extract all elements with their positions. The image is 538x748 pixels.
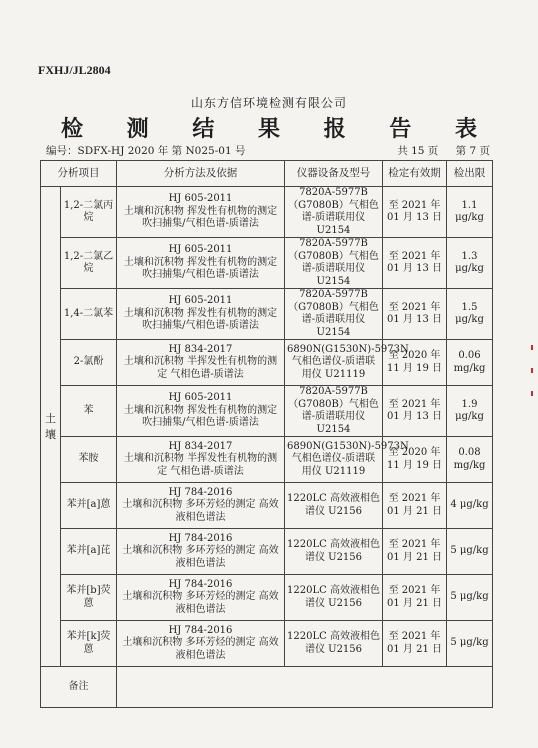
limit-cell: 0.08 mg/kg [447,437,493,483]
company-name: 山东方信环境检测有限公司 [190,96,347,110]
limit-cell: 5 μg/kg [447,529,493,575]
method-cell [117,529,285,575]
item-cell: 苯并[b]荧蒽 [61,575,117,621]
validity-cell: 至 2021 年 01 月 21 日 [383,575,447,621]
table-row [41,238,493,289]
remarks-value [117,667,493,708]
item-cell: 苯并[a]蒽 [61,483,117,529]
item-cell: 苯并[a]芘 [61,529,117,575]
instrument-cell: 7820A-5977B（G7080B）气相色谱-质谱联用仪 U2154 [285,238,383,289]
limit-cell: 4 μg/kg [447,483,493,529]
limit-cell: 1.1 μg/kg [447,187,493,238]
table-header-row [41,161,493,187]
category-soil: 土壤 [41,187,61,667]
results-table [40,160,493,708]
method-description: 土壤和沉积物 挥发性有机物的测定 吹扫捕集/气相色谱-质谱法 [123,256,278,281]
instrument-cell: 7820A-5977B（G7080B）气相色谱-质谱联用仪 U2154 [285,289,383,340]
margin-marks [531,345,534,414]
instrument-cell: 1220LC 高效液相色谱仪 U2156 [285,575,383,621]
table-row [41,529,493,575]
header-instrument: 仪器设备及型号 [285,161,383,187]
method-standard: HJ 784-2016 [168,486,233,498]
method-cell [117,289,285,340]
validity-cell: 至 2021 年 01 月 13 日 [383,289,447,340]
validity-cell: 至 2021 年 01 月 13 日 [383,386,447,437]
report-meta [46,143,490,158]
instrument-cell: 1220LC 高效液相色谱仪 U2156 [285,483,383,529]
limit-cell: 1.3 μg/kg [447,238,493,289]
item-cell: 2-氯酚 [61,340,117,386]
header-validity: 检定有效期 [383,161,447,187]
method-standard: HJ 605-2011 [168,392,233,404]
table-row [41,289,493,340]
page-info [383,143,490,158]
instrument-cell: 7820A-5977B（G7080B）气相色谱-质谱联用仪 U2154 [285,386,383,437]
table-row [41,437,493,483]
limit-cell: 1.9 μg/kg [447,386,493,437]
validity-cell: 至 2021 年 01 月 21 日 [383,529,447,575]
method-standard: HJ 784-2016 [168,532,233,544]
method-standard: HJ 605-2011 [168,193,233,205]
validity-cell: 至 2021 年 01 月 21 日 [383,621,447,667]
validity-cell: 至 2021 年 01 月 13 日 [383,238,447,289]
item-cell: 1,2-二氯丙烷 [61,187,117,238]
limit-cell: 5 μg/kg [447,575,493,621]
limit-cell: 0.06 mg/kg [447,340,493,386]
item-cell: 1,2-二氯乙烷 [61,238,117,289]
page-number: 第 7 页 [455,145,490,157]
method-description: 土壤和沉积物 多环芳烃的测定 高效液相色谱法 [122,591,279,615]
instrument-cell: 6890N(G1530N)-5973N 气相色谱仪-质谱联用仪 U21119 [285,437,383,483]
method-standard: HJ 605-2011 [168,244,233,256]
serial-number: 编号：SDFX-HJ 2020 年 第 N025-01 号 [46,145,246,157]
limit-cell: 1.5 μg/kg [447,289,493,340]
method-description: 土壤和沉积物 多环芳烃的测定 高效液相色谱法 [122,545,279,569]
item-cell: 苯胺 [61,437,117,483]
remarks-row [41,667,493,708]
header-item: 分析项目 [41,161,117,187]
instrument-cell: 1220LC 高效液相色谱仪 U2156 [285,529,383,575]
item-cell: 苯并[k]荧蒽 [61,621,117,667]
remarks-label: 备注 [41,667,117,708]
instrument-cell: 1220LC 高效液相色谱仪 U2156 [285,621,383,667]
item-cell: 1,4-二氯苯 [61,289,117,340]
method-standard: HJ 784-2016 [168,578,233,590]
validity-cell: 至 2020 年 11 月 19 日 [383,340,447,386]
validity-cell: 至 2021 年 01 月 21 日 [383,483,447,529]
table-row [41,340,493,386]
table-row [41,386,493,437]
method-description: 土壤和沉积物 半挥发性有机物的测定 气相色谱-质谱法 [123,453,278,477]
validity-cell: 至 2021 年 01 月 13 日 [383,187,447,238]
method-standard: HJ 834-2017 [168,440,233,452]
method-cell [117,621,285,667]
method-cell [117,340,285,386]
method-description: 土壤和沉积物 多环芳烃的测定 高效液相色谱法 [122,637,279,661]
item-cell: 苯 [61,386,117,437]
total-pages: 共 15 页 [397,145,439,157]
report-title: 检 测 结 果 报 告 表 [61,116,495,142]
document-code: FXHJ/JL2804 [38,63,111,77]
header-limit: 检出限 [447,161,493,187]
method-description: 土壤和沉积物 挥发性有机物的测定 吹扫捕集/气相色谱-质谱法 [123,307,278,332]
table-row [41,621,493,667]
table-row [41,187,493,238]
method-cell [117,386,285,437]
table-row [41,575,493,621]
method-description: 土壤和沉积物 半挥发性有机物的测定 气相色谱-质谱法 [123,356,278,380]
validity-cell: 至 2020 年 11 月 19 日 [383,437,447,483]
method-description: 土壤和沉积物 挥发性有机物的测定 吹扫捕集/气相色谱-质谱法 [123,205,278,230]
header-method: 分析方法及依据 [117,161,285,187]
method-cell [117,483,285,529]
method-description: 土壤和沉积物 挥发性有机物的测定 吹扫捕集/气相色谱-质谱法 [123,404,278,429]
method-standard: HJ 784-2016 [168,624,233,636]
method-cell [117,187,285,238]
instrument-cell: 6890N(G1530N)-5973N 气相色谱仪-质谱联用仪 U21119 [285,340,383,386]
table-row [41,483,493,529]
method-cell [117,238,285,289]
method-standard: HJ 834-2017 [168,343,233,355]
method-standard: HJ 605-2011 [168,295,233,307]
method-cell [117,437,285,483]
method-cell [117,575,285,621]
method-description: 土壤和沉积物 多环芳烃的测定 高效液相色谱法 [122,499,279,523]
limit-cell: 5 μg/kg [447,621,493,667]
instrument-cell: 7820A-5977B（G7080B）气相色谱-质谱联用仪 U2154 [285,187,383,238]
